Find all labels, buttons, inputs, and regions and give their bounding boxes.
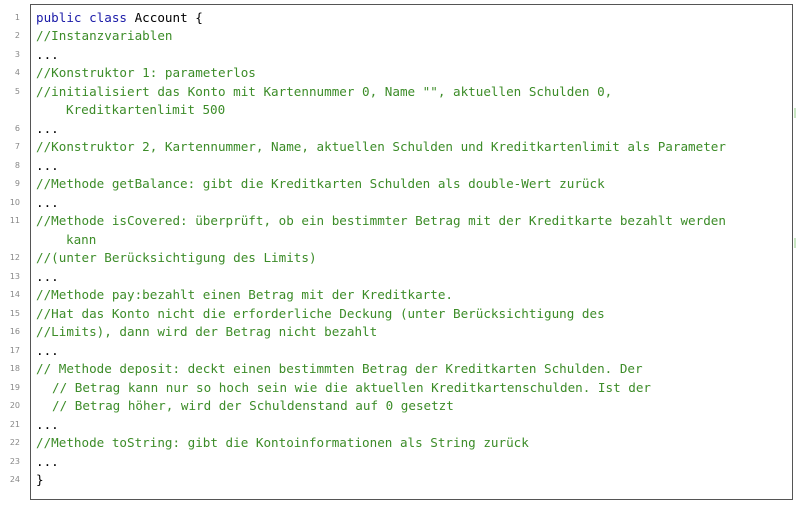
line-number: 20 [9,401,20,410]
line-number: 16 [9,327,20,336]
line-number: 9 [14,179,20,188]
code-line [0,305,800,323]
code-line [0,120,800,138]
keyword: public class [36,10,127,25]
comment: //initialisiert das Konto mit Kartennummer 0, Name "", aktuellen Schulden 0, [36,84,613,99]
code-text: ... [36,47,59,62]
code-line [0,27,800,45]
comment: //Konstruktor 2, Kartennummer, Name, aktuellen Schulden und Kreditkartenlimit als Parameter [36,139,726,154]
comment-continuation: Kreditkartenlimit 500 [66,102,226,117]
code-line [0,471,800,489]
comment: //Methode isCovered: überprüft, ob ein bestimmter Betrag mit der Kreditkarte bezahlt werden [36,213,726,228]
code-text: ... [36,158,59,173]
line-number: 11 [9,216,20,225]
code-text: ... [36,269,59,284]
comment: //Methode pay:bezahlt einen Betrag mit der Kreditkarte. [36,287,454,302]
code-line [0,379,800,397]
line-number: 10 [9,198,20,207]
line-number: 18 [9,364,20,373]
code-line [0,212,800,230]
code-line [0,175,800,193]
code-text: ... [36,121,59,136]
code-line [0,453,800,471]
code-line [0,268,800,286]
code-text: ... [36,417,59,432]
line-number: 8 [14,161,20,170]
margin-marker [794,108,796,118]
comment: // Betrag kann nur so hoch sein wie die aktuellen Kreditkartenschulden. Ist der [52,380,651,395]
line-number: 15 [9,309,20,318]
line-number: 3 [14,50,20,59]
comment: //Konstruktor 1: parameterlos [36,65,256,80]
line-number: 22 [9,438,20,447]
line-number: 7 [14,142,20,151]
line-number: 14 [9,290,20,299]
comment: // Betrag höher, wird der Schuldenstand auf 0 gesetzt [52,398,454,413]
comment: //Methode toString: gibt die Kontoinformationen als String zurück [36,435,529,450]
comment: //Methode getBalance: gibt die Kreditkarten Schulden als double-Wert zurück [36,176,605,191]
line-number: 6 [14,124,20,133]
code-text: ... [36,454,59,469]
code-line [0,434,800,452]
code-line [0,249,800,267]
code-line-continuation [0,231,800,249]
line-number: 23 [9,457,20,466]
code-line [0,138,800,156]
line-number: 24 [9,475,20,484]
line-number: 2 [14,31,20,40]
code-line-continuation [0,101,800,119]
comment: //Hat das Konto nicht die erforderliche Deckung (unter Berücksichtigung des [36,306,605,321]
comment-continuation: kann [66,232,97,247]
code-line [0,83,800,101]
code-line [0,323,800,341]
line-number: 4 [14,68,20,77]
line-number: 21 [9,420,20,429]
code-line [0,416,800,434]
code-line [0,342,800,360]
code-line [0,157,800,175]
code-text: ... [36,195,59,210]
margin-marker [794,238,796,248]
line-number: 13 [9,272,20,281]
code-line [0,64,800,82]
code-line [0,46,800,64]
line-number: 12 [9,253,20,262]
line-number: 1 [14,13,20,22]
comment: //Instanzvariablen [36,28,173,43]
code-line [0,397,800,415]
code-text: } [36,472,44,487]
comment: //(unter Berücksichtigung des Limits) [36,250,317,265]
comment: //Limits), dann wird der Betrag nicht bezahlt [36,324,378,339]
line-number: 17 [9,346,20,355]
code-text: ... [36,343,59,358]
comment: // Methode deposit: deckt einen bestimmten Betrag der Kreditkarten Schulden. Der [36,361,643,376]
code-line [0,9,800,27]
code-line [0,360,800,378]
line-number: 19 [9,383,20,392]
code-line [0,286,800,304]
code-text: Account { [134,10,203,25]
code-line [0,194,800,212]
line-number: 5 [14,87,20,96]
